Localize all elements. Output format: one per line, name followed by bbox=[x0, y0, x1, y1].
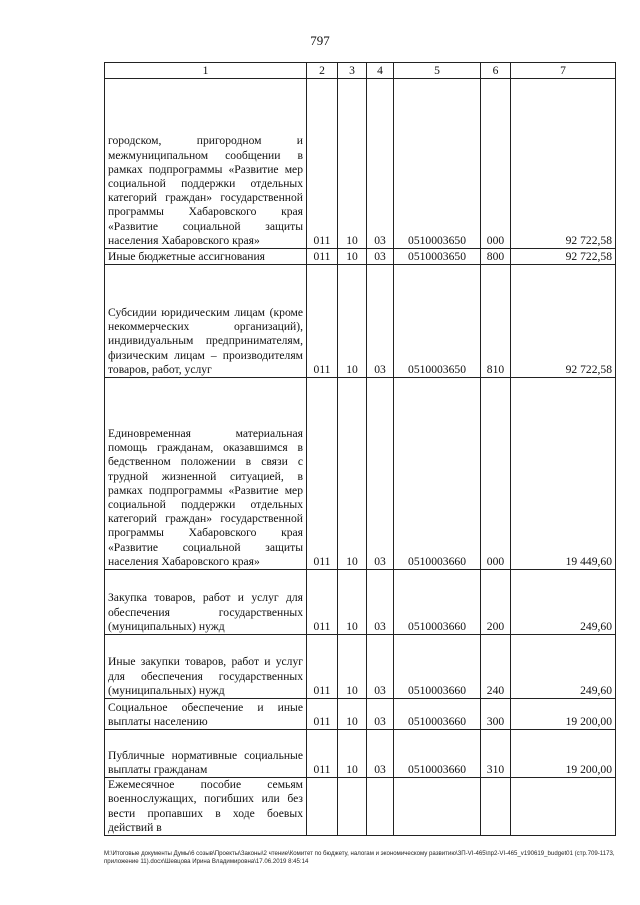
cell-target-article: 0510003660 bbox=[394, 635, 481, 699]
cell-grbs: 011 bbox=[307, 79, 338, 249]
cell-grbs: 011 bbox=[307, 570, 338, 635]
table-row bbox=[105, 730, 616, 778]
header-cell: 3 bbox=[338, 63, 367, 79]
row-description: Ежемесячное пособие семьям военнослужащих, погибших или без вести пропавших в ходе боевых действий в bbox=[105, 778, 307, 836]
cell-section: 10 bbox=[338, 635, 367, 699]
cell-subsection: 03 bbox=[367, 730, 394, 778]
cell-target-article: 0510003650 bbox=[394, 79, 481, 249]
cell-expense-type: 240 bbox=[481, 635, 511, 699]
cell-target-article bbox=[394, 778, 481, 836]
table-row bbox=[105, 378, 616, 570]
page-number: 797 bbox=[310, 33, 330, 48]
cell-target-article: 0510003650 bbox=[394, 265, 481, 378]
table-row bbox=[105, 249, 616, 265]
cell-expense-type: 000 bbox=[481, 79, 511, 249]
cell-amount: 249,60 bbox=[511, 635, 616, 699]
cell-grbs: 011 bbox=[307, 635, 338, 699]
cell-amount: 92 722,58 bbox=[511, 249, 616, 265]
cell-target-article: 0510003650 bbox=[394, 249, 481, 265]
cell-grbs: 011 bbox=[307, 265, 338, 378]
row-description: Иные закупки товаров, работ и услуг для обеспечения государственных (муниципальных) нужд bbox=[105, 635, 307, 699]
cell-grbs: 011 bbox=[307, 730, 338, 778]
cell-subsection: 03 bbox=[367, 249, 394, 265]
table-row bbox=[105, 570, 616, 635]
table-row bbox=[105, 699, 616, 730]
row-description: Субсидии юридическим лицам (кроме некоммерческих организаций), индивидуальным предпринимателям, физическим лицам – производителям товаров, работ, услуг bbox=[105, 265, 307, 378]
table-row bbox=[105, 79, 616, 249]
cell-section: 10 bbox=[338, 79, 367, 249]
header-cell: 6 bbox=[481, 63, 511, 79]
header-row bbox=[105, 63, 616, 79]
cell-section: 10 bbox=[338, 378, 367, 570]
cell-target-article: 0510003660 bbox=[394, 378, 481, 570]
cell-amount: 92 722,58 bbox=[511, 79, 616, 249]
cell-target-article: 0510003660 bbox=[394, 699, 481, 730]
cell-target-article: 0510003660 bbox=[394, 730, 481, 778]
cell-expense-type: 810 bbox=[481, 265, 511, 378]
header-cell: 5 bbox=[394, 63, 481, 79]
header-cell: 4 bbox=[367, 63, 394, 79]
cell-grbs: 011 bbox=[307, 699, 338, 730]
cell-amount: 19 200,00 bbox=[511, 730, 616, 778]
cell-grbs: 011 bbox=[307, 249, 338, 265]
cell-section bbox=[338, 778, 367, 836]
cell-amount: 19 200,00 bbox=[511, 699, 616, 730]
row-description: городском, пригородном и межмуниципальном сообщении в рамках подпрограммы «Развитие мер социальной поддержки отдельных категорий граждан» государственной программы Хабаровского края «Развитие социальной защиты населения Хабаровского края» bbox=[105, 79, 307, 249]
cell-target-article: 0510003660 bbox=[394, 570, 481, 635]
cell-subsection: 03 bbox=[367, 570, 394, 635]
cell-expense-type: 000 bbox=[481, 378, 511, 570]
cell-subsection: 03 bbox=[367, 378, 394, 570]
cell-amount: 19 449,60 bbox=[511, 378, 616, 570]
cell-expense-type: 300 bbox=[481, 699, 511, 730]
row-description: Публичные нормативные социальные выплаты гражданам bbox=[105, 730, 307, 778]
cell-section: 10 bbox=[338, 699, 367, 730]
cell-grbs bbox=[307, 778, 338, 836]
cell-expense-type: 200 bbox=[481, 570, 511, 635]
row-description: Иные бюджетные ассигнования bbox=[105, 249, 307, 265]
header-cell: 7 bbox=[511, 63, 616, 79]
row-description: Закупка товаров, работ и услуг для обеспечения государственных (муниципальных) нужд bbox=[105, 570, 307, 635]
row-description: Социальное обеспечение и иные выплаты населению bbox=[105, 699, 307, 730]
table-row bbox=[105, 265, 616, 378]
document-path-footer: M:\Итоговые документы Думы\6 созыв\Проекты\Законы\2 чтение\Комитет по бюджету, налогам и экономическому развитию\ЗП-VI-465\пр2-VI-465_v190619_budget01 (стр.709-1173, приложение 11).docx\Шевцова Ирина Владимировна\17.06.2019 8:45:14 bbox=[104, 850, 615, 865]
cell-amount: 249,60 bbox=[511, 570, 616, 635]
header-cell: 2 bbox=[307, 63, 338, 79]
budget-table bbox=[104, 62, 616, 836]
cell-subsection: 03 bbox=[367, 699, 394, 730]
header-cell: 1 bbox=[105, 63, 307, 79]
cell-subsection: 03 bbox=[367, 265, 394, 378]
cell-expense-type: 800 bbox=[481, 249, 511, 265]
cell-section: 10 bbox=[338, 249, 367, 265]
cell-amount: 92 722,58 bbox=[511, 265, 616, 378]
cell-expense-type bbox=[481, 778, 511, 836]
cell-amount bbox=[511, 778, 616, 836]
cell-section: 10 bbox=[338, 265, 367, 378]
cell-section: 10 bbox=[338, 730, 367, 778]
cell-section: 10 bbox=[338, 570, 367, 635]
table-row bbox=[105, 778, 616, 836]
row-description: Единовременная материальная помощь гражданам, оказавшимся в бедственном положении в связи с трудной жизненной ситуацией, в рамках подпрограммы «Развитие мер социальной поддержки отдельных категорий граждан» государственной программы Хабаровского края «Развитие социальной защиты населения Хабаровского края» bbox=[105, 378, 307, 570]
cell-expense-type: 310 bbox=[481, 730, 511, 778]
cell-subsection bbox=[367, 778, 394, 836]
cell-subsection: 03 bbox=[367, 79, 394, 249]
cell-grbs: 011 bbox=[307, 378, 338, 570]
table-row bbox=[105, 635, 616, 699]
cell-subsection: 03 bbox=[367, 635, 394, 699]
